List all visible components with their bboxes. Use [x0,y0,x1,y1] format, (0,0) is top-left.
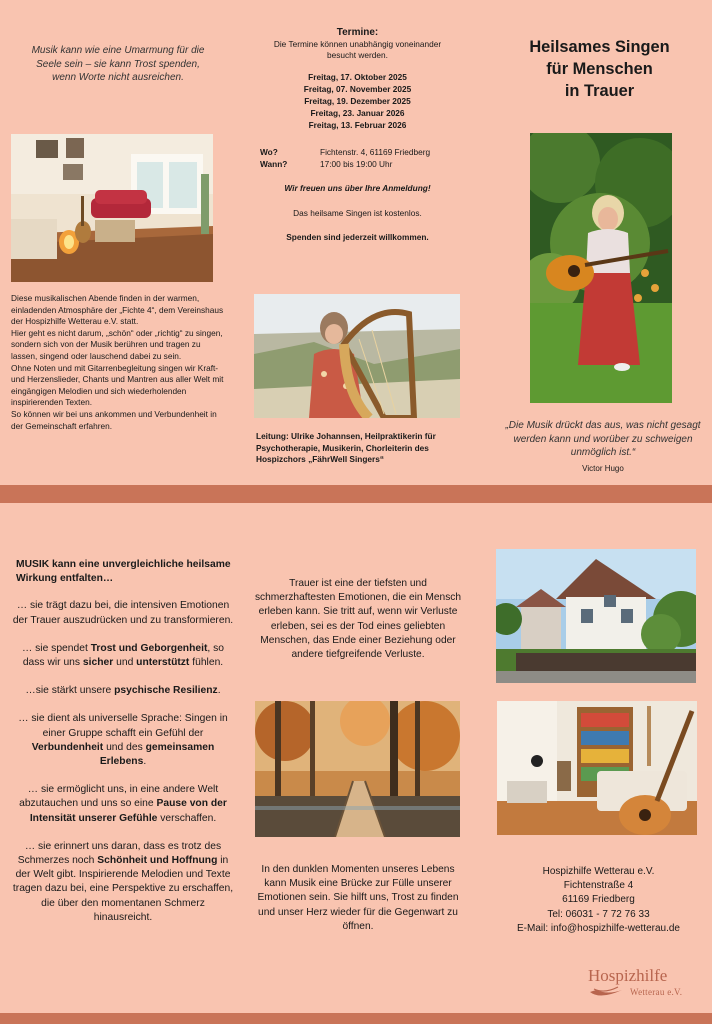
musik-heading: MUSIK kann eine unvergleichliche heilsame Wirkung entfalten… [16,559,231,585]
wann-value: 17:00 bis 19:00 Uhr [320,159,393,169]
quote-left: Musik kann wie eine Umarmung für die Seele sein – sie kann Trost spenden, wenn Worte nicht ausreichen. [31,45,205,84]
benefit-item: … sie trägt dazu bei, die intensiven Emotionen der Trauer auszudrücken und zu transformieren. [12,600,234,626]
spenden-text: Spenden sind jederzeit willkommen. [286,232,429,242]
dunkel-text: In den dunklen Momenten unseres Lebens kann Musik eine Brücke zur Fülle unserer Emotionen sein. Sie hilft uns, Trost zu finden und unser Herz wieder für die Gegenwart zu öffnen. [257,864,459,932]
quote-author: Victor Hugo [582,464,624,473]
trauer-text: Trauer ist eine der tiefsten und schmerzhaftesten Emotionen, die ein Mensch erleben kann. Sie tritt auf, wenn wir Verluste erleben, sei es der Tod eines geliebten Menschen, das Ende einer Beziehung oder andere tiefgreifende Verluste. [254,578,462,661]
title-line: Heilsames Singen [529,38,670,56]
intro-paragraph: So können wir bei uns ankommen und Verbundenheit in der Gemeinschaft erfahren. [11,408,217,431]
leitung-label: Leitung: [256,431,289,441]
wo-label: Wo? [260,147,278,157]
where-when [260,146,460,170]
intro-text [11,293,226,432]
date-item: Freitag, 19. Dezember 2025 [304,95,411,106]
contact-block [496,865,701,936]
benefit-item: … sie ermöglicht uns, in eine andere Welt abzutauchen und uns so eine Pause von der Intensität unserer Gefühle verschaffen. [19,784,227,824]
logo-name: Hospizhilfe [588,966,668,985]
interior-guitar-photo [497,701,697,835]
benefit-item: … sie spendet Trost und Geborgenheit, so dass wir uns sicher und unterstützt fühlen. [22,642,224,669]
kostenlos-text: Das heilsame Singen ist kostenlos. [293,208,422,218]
dates-list [250,71,465,131]
termine-section [250,26,465,131]
contact-email[interactable]: E-Mail: info@hospizhilfe-wetterau.de [516,922,680,934]
harp-player-photo [254,294,460,418]
leitung-text [256,431,466,466]
contact-city: 61169 Friedberg [562,894,635,906]
intro-paragraph: Ohne Noten und mit Gitarrenbegleitung singen wir Kraft- und Herzenslieder, Chants und Mantren aus aller Welt mit eingängigen Melodien und sich wiederholenden inspirierenden Texten. [11,362,224,408]
termine-title: Termine: [336,27,379,38]
intro-paragraph: Diese musikalischen Abende finden in der warmen, einladenden Atmosphäre der „Fichte 4“, dem Vereinshaus der Hospizhilfe Wetterau e.V. statt. [11,293,224,327]
contact-phone: Tel: 06031 - 7 72 76 33 [547,908,650,920]
date-item: Freitag, 13. Februar 2026 [308,119,407,130]
leitung-value: Ulrike Johannsen, Heilpraktikerin für Psychotherapie, Musikerin, Chorleiterin des Hospizchors „FährWell Singers“ [256,431,436,465]
wann-label: Wann? [260,159,288,169]
living-room-photo [11,134,213,282]
logo-sub: Wetterau e.V. [630,987,683,997]
title-line: für Menschen [546,60,653,78]
termine-subtitle: Die Termine können unabhängig voneinander besucht werden. [273,39,442,61]
title-line: in Trauer [564,82,635,100]
benefit-item: …sie stärkt unsere psychische Resilienz. [25,685,221,697]
guitar-player-photo [530,133,672,403]
benefit-item: … sie erinnert uns daran, dass es trotz des Schmerzes noch Schönheit und Hoffnung in der Welt gibt. Inspirierende Melodien und Texte tragen dazu bei, eine Perspektive zu erschaffen, die über den momentanen Schmerz hinausreicht. [12,840,234,923]
contact-street: Fichtenstraße 4 [563,880,634,892]
page-title [492,36,707,102]
quote-right: „Die Musik drückt das aus, was nicht gesagt werden kann und worüber zu schweigen unmöglich ist.“ [505,420,701,459]
forest-path-photo [255,701,460,837]
intro-paragraph: Hier geht es nicht darum, „schön“ oder „richtig“ zu singen, sondern sich von der Musik berühren und tragen zu lassen, singend oder lauschend dabei zu sein. [11,327,223,361]
date-item: Freitag, 07. November 2025 [303,83,412,94]
musik-benefits [12,558,234,925]
benefit-item: … sie dient als universelle Sprache: Singen in einer Gruppe schafft ein Gefühl der Verbundenheit und des gemeinsamen Erlebens. [18,713,228,768]
house-photo [496,549,696,683]
date-item: Freitag, 17. Oktober 2025 [308,71,407,82]
anmeldung-text: Wir freuen uns über Ihre Anmeldung! [284,183,431,193]
wo-value: Fichtenstr. 4, 61169 Friedberg [320,147,431,157]
hospizhilfe-logo [586,966,698,1002]
contact-org: Hospizhilfe Wetterau e.V. [542,866,655,877]
logo-hands-icon [588,984,624,1000]
bottom-band [0,1013,712,1024]
date-item: Freitag, 23. Januar 2026 [310,107,405,118]
divider-band [0,485,712,503]
